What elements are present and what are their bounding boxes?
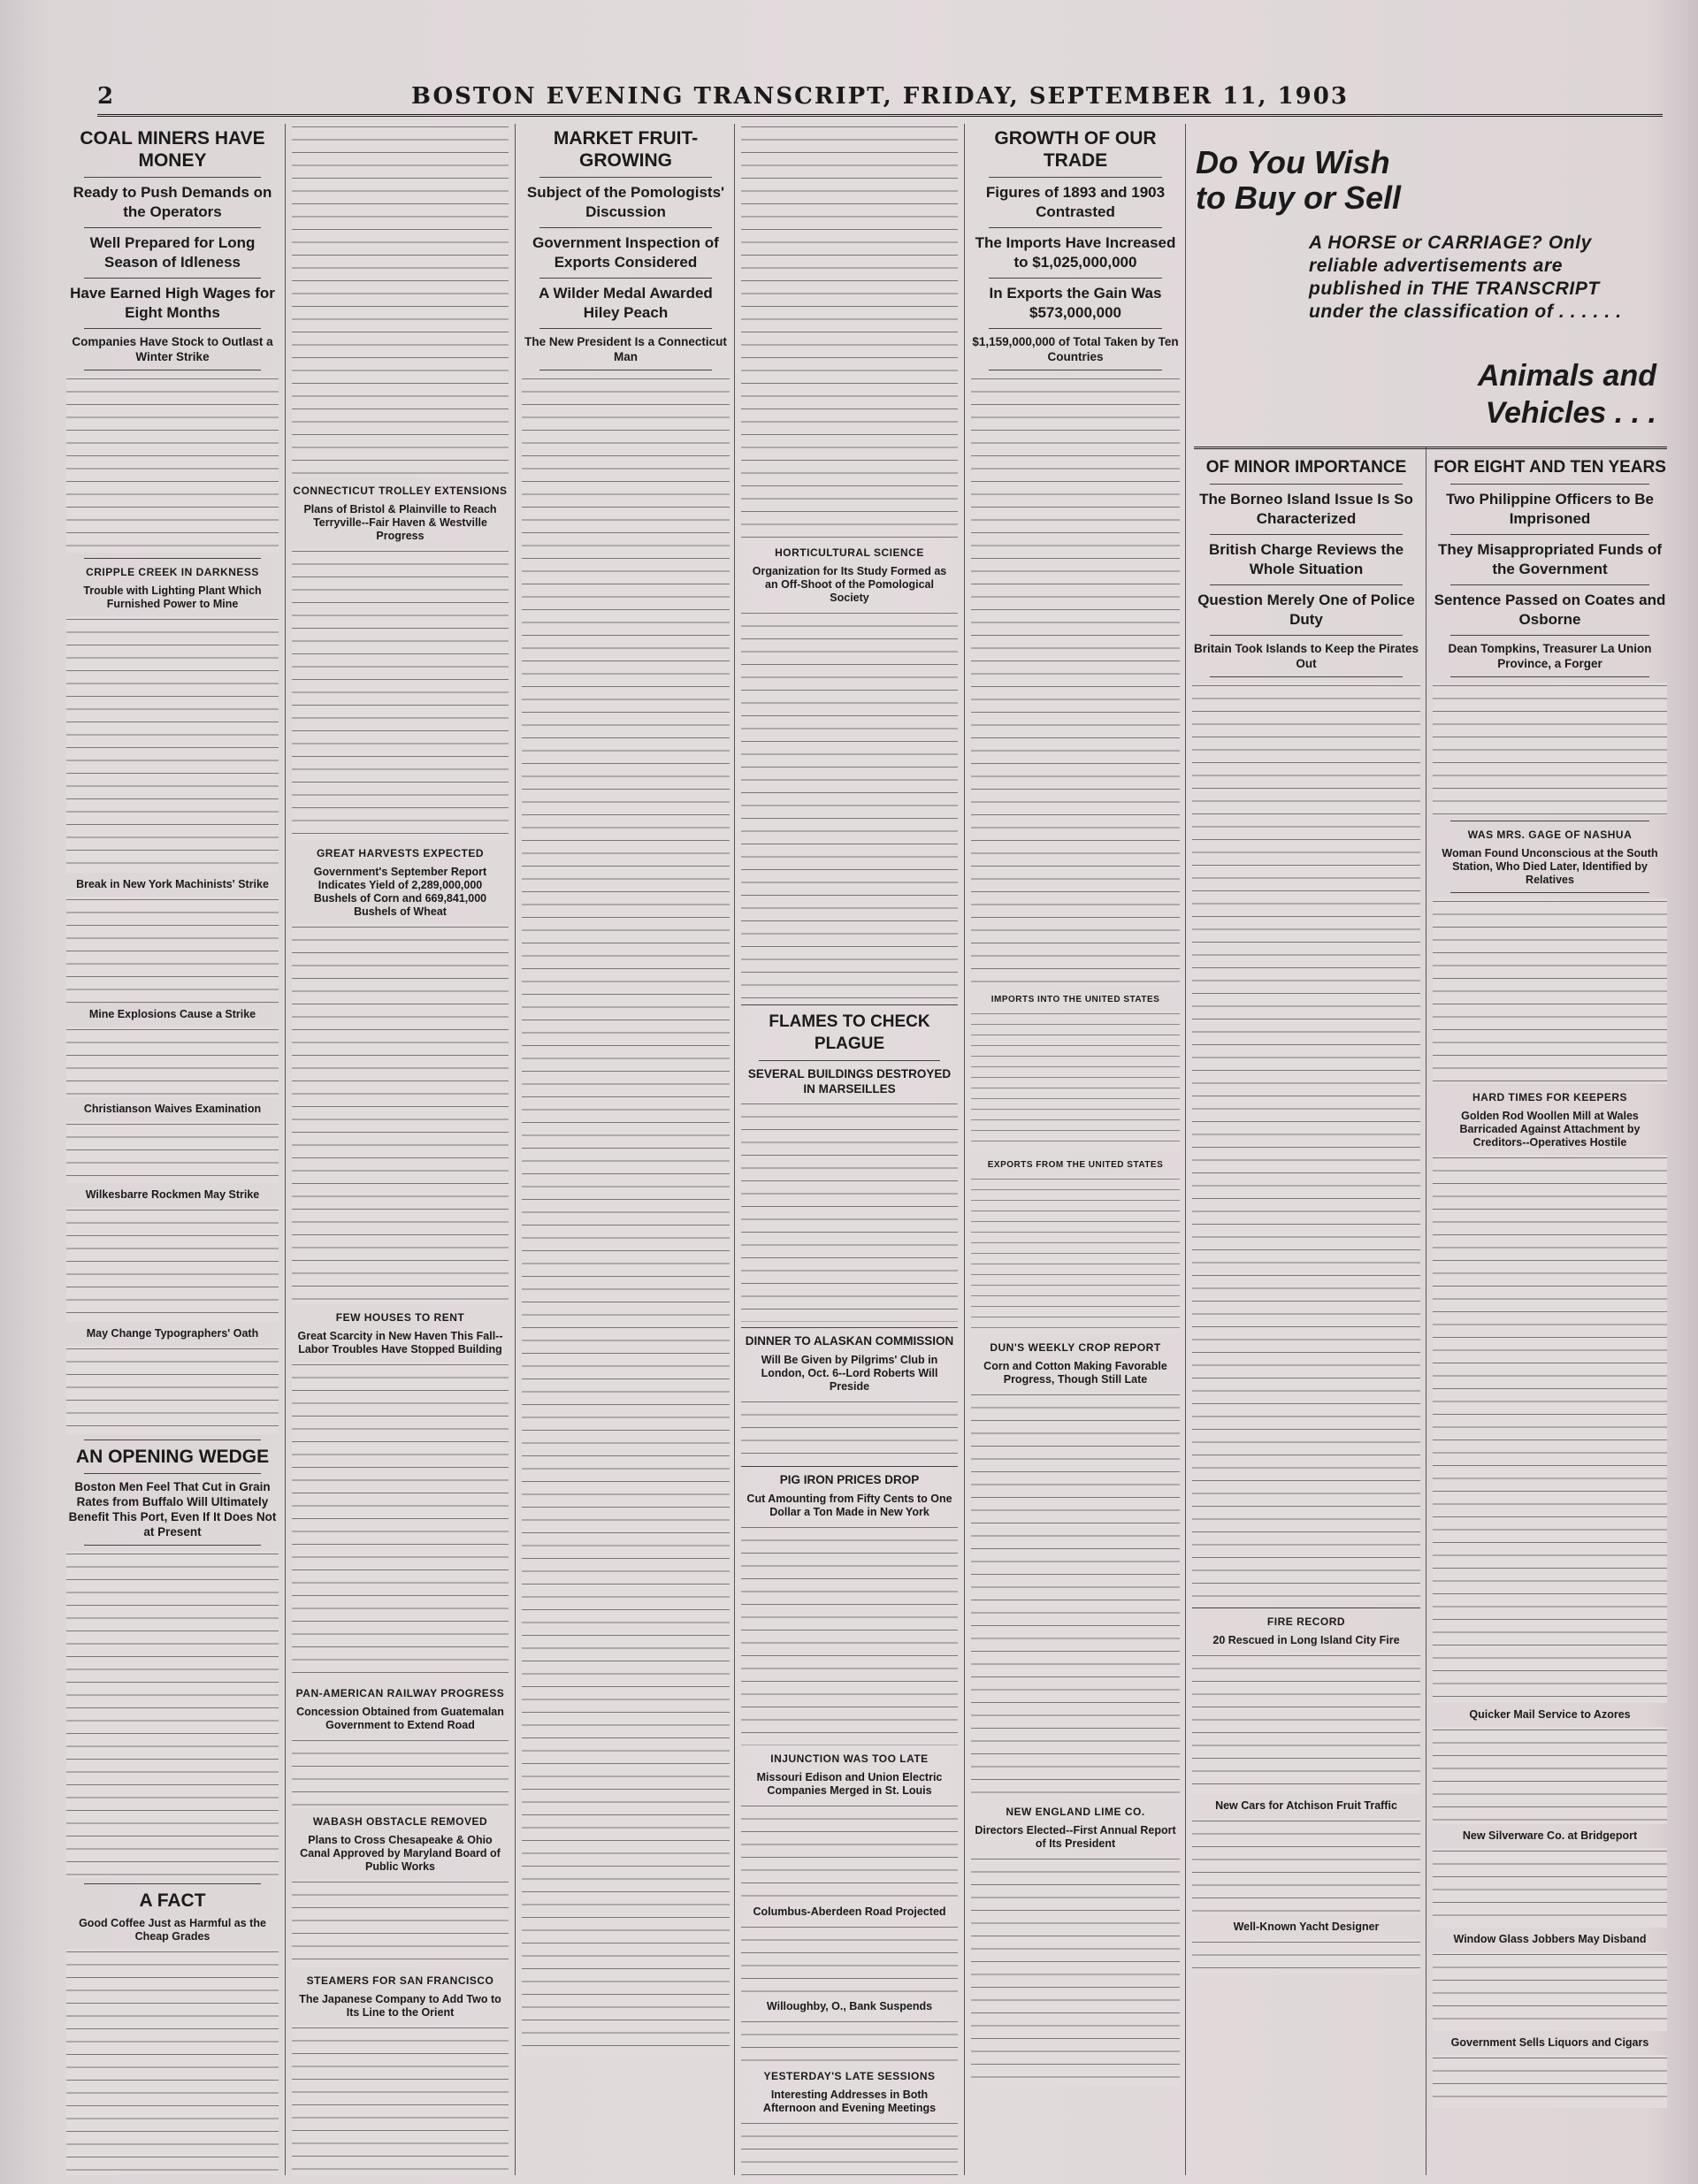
section-heading: Government Sells Liquors and Cigars — [1450, 2036, 1649, 2049]
section-heading: CONNECTICUT TROLLEY EXTENSIONS — [293, 485, 508, 497]
subheadline: A Wilder Medal Awarded Hiley Peach — [539, 285, 713, 321]
section-heading: Columbus-Aberdeen Road Projected — [753, 1905, 946, 1918]
column-fruit-growing — [522, 124, 730, 2175]
ad-border-rule — [1194, 447, 1667, 449]
subheadline: Government Inspection of Exports Considered — [532, 234, 719, 271]
headline: FLAMES TO CHECK PLAGUE — [769, 1012, 930, 1053]
section-heading: NEW ENGLAND LIME CO. — [1006, 1806, 1145, 1818]
column-trade-growth — [971, 124, 1180, 2175]
section-subheading: Plans to Cross Chesapeake & Ohio Canal Approved by Maryland Board of Public Works — [300, 1834, 501, 1873]
column-coal-miners — [66, 124, 279, 2175]
section-heading: Willoughby, O., Bank Suspends — [766, 2000, 933, 2012]
exports-table — [971, 1175, 1180, 1334]
column-rule — [964, 124, 965, 2175]
article-body — [66, 616, 279, 873]
section-subheading: The Japanese Company to Add Two to Its Line to the Orient — [299, 1993, 501, 2019]
section-heading: New Silverware Co. at Bridgeport — [1462, 1829, 1638, 1842]
ad-line: Animals and — [1477, 359, 1656, 393]
article-body — [1433, 1727, 1667, 1824]
article-body — [292, 1737, 509, 1808]
subheadline: Ready to Push Demands on the Operators — [73, 184, 272, 220]
article-body — [292, 1879, 509, 1967]
article-body — [66, 1121, 279, 1183]
subheadline: Have Earned High Wages for Eight Months — [70, 285, 275, 321]
section-heading: Wilkesbarre Rockmen May Strike — [85, 1188, 260, 1201]
subheadline: $1,159,000,000 of Total Taken by Ten Countries — [972, 335, 1179, 363]
table-title: IMPORTS INTO THE UNITED STATES — [990, 995, 1160, 1004]
subheadline: Sentence Passed on Coates and Osborne — [1434, 592, 1666, 628]
column-trolley-harvests — [292, 124, 509, 2175]
article-body — [66, 1207, 279, 1322]
section-heading: Christianson Waives Examination — [83, 1103, 262, 1115]
subheadline: British Charge Reviews the Whole Situation — [1208, 541, 1404, 577]
section-heading: YESTERDAY'S LATE SESSIONS — [763, 2070, 936, 2082]
subheadline: The Borneo Island Issue Is So Characterized — [1199, 491, 1413, 527]
section-subheading: Golden Rod Woollen Mill at Wales Barricaded Against Attachment by Creditors--Operatives Hostile — [1459, 1110, 1641, 1149]
article-body — [66, 897, 279, 1003]
section-heading: May Change Typographers' Oath — [86, 1327, 259, 1340]
article-body — [66, 1949, 279, 2175]
newspaper-title: BOSTON EVENING TRANSCRIPT, FRIDAY, SEPTEMBER 11, 1903 — [411, 83, 1349, 110]
article-body — [292, 2025, 509, 2175]
subheadline: In Exports the Gain Was $573,000,000 — [989, 285, 1162, 321]
section-subheading: Trouble with Lighting Plant Which Furnished Power to Mine — [83, 584, 262, 610]
article-body — [741, 1101, 958, 1322]
section-subheading: Directors Elected--First Annual Report of Its President — [975, 1824, 1176, 1850]
classified-advertisement — [1194, 124, 1667, 442]
article-body — [66, 1551, 279, 1878]
section-subheading: Cut Amounting from Fifty Cents to One Dollar a Ton Made in New York — [746, 1493, 952, 1518]
article-body — [971, 376, 1180, 986]
imports-table — [971, 1010, 1180, 1151]
column-horticulture-plague — [741, 124, 958, 2175]
article-body — [1433, 1848, 1667, 1928]
ad-line: to Buy or Sell — [1196, 179, 1402, 216]
article-body — [1433, 1155, 1667, 1703]
column-rule — [285, 124, 286, 2175]
subheadline: Two Philippine Officers to Be Imprisoned — [1446, 491, 1654, 527]
ad-body: A HORSE or CARRIAGE? Only reliable advertisements are published in THE TRANSCRIPT under the classification of . . . . . . — [1309, 233, 1622, 322]
ad-line: Do You Wish — [1196, 144, 1390, 180]
subheadline: Dean Tompkins, Treasurer La Union Province, a Forger — [1448, 642, 1652, 670]
subheadline: The New President Is a Connecticut Man — [524, 335, 727, 363]
column-rule — [1185, 124, 1186, 2175]
section-subheading: 20 Rescued in Long Island City Fire — [1212, 1634, 1400, 1646]
column-rule — [515, 124, 516, 2175]
article-body — [292, 124, 509, 477]
headline: COAL MINERS HAVE MONEY — [80, 128, 265, 171]
subheadline: Subject of the Pomologists' Discussion — [526, 184, 725, 220]
article-body — [1192, 1939, 1420, 1974]
headline: GROWTH OF OUR TRADE — [994, 128, 1157, 171]
article-body — [741, 610, 958, 999]
section-heading: Quicker Mail Service to Azores — [1469, 1708, 1631, 1721]
section-heading: Window Glass Jobbers May Disband — [1453, 1933, 1647, 1945]
article-body — [1433, 683, 1667, 815]
section-heading: HARD TIMES FOR KEEPERS — [1472, 1091, 1627, 1103]
column-rule — [734, 124, 735, 2175]
section-subheading: Interesting Addresses in Both Afternoon and Evening Meetings — [762, 2089, 937, 2114]
section-subheading: Great Scarcity in New Haven This Fall--Labor Troubles Have Stopped Building — [297, 1330, 503, 1355]
subheadline: Good Coffee Just as Harmful as the Cheap Grades — [79, 1917, 266, 1943]
section-heading: FIRE RECORD — [1266, 1615, 1346, 1628]
article-body — [66, 1346, 279, 1434]
section-heading: New Cars for Atchison Fruit Traffic — [1215, 1799, 1397, 1812]
section-heading: WABASH OBSTACLE REMOVED — [312, 1815, 488, 1828]
section-heading: Well-Known Yacht Designer — [1233, 1921, 1380, 1933]
section-subheading: Missouri Edison and Union Electric Companies Merged in St. Louis — [756, 1771, 943, 1797]
article-body — [522, 376, 730, 2056]
section-heading: FEW HOUSES TO RENT — [335, 1311, 465, 1324]
section-subheading: Woman Found Unconscious at the South Station, Who Died Later, Identified by Relatives — [1442, 847, 1658, 886]
article-body — [1192, 1818, 1420, 1915]
article-body — [971, 1856, 1180, 2086]
article-body — [1433, 898, 1667, 1084]
article-body — [741, 1524, 958, 1745]
headline: FOR EIGHT AND TEN YEARS — [1434, 458, 1666, 477]
column-minor-importance — [1192, 453, 1420, 2175]
headline: A FACT — [139, 1890, 206, 1911]
article-body — [971, 1392, 1180, 1798]
subheadline: Companies Have Stock to Outlast a Winter Strike — [72, 335, 273, 363]
article-body — [741, 1803, 958, 1900]
subheadline: SEVERAL BUILDINGS DESTROYED IN MARSEILLES — [747, 1067, 952, 1096]
section-subheading: Corn and Cotton Making Favorable Progress, Though Still Late — [983, 1360, 1167, 1386]
article-body — [1192, 1653, 1420, 1794]
headline: MARKET FRUIT-GROWING — [553, 128, 699, 171]
ad-line: Vehicles . . . — [1485, 396, 1656, 430]
section-subheading: Government's September Report Indicates Yield of 2,289,000,000 Bushels of Corn and 669,841,000 Bushels of Wheat — [313, 866, 487, 918]
subheadline: Figures of 1893 and 1903 Contrasted — [985, 184, 1166, 220]
section-subheading: Organization for Its Study Formed as an Off-Shoot of the Pomological Society — [752, 565, 947, 604]
table-title: EXPORTS FROM THE UNITED STATES — [987, 1160, 1164, 1170]
section-heading: Break in New York Machinists' Strike — [76, 878, 269, 890]
section-heading: HORTICULTURAL SCIENCE — [775, 546, 924, 559]
section-heading: PAN-AMERICAN RAILWAY PROGRESS — [295, 1687, 505, 1699]
article-body — [741, 2120, 958, 2175]
article-body — [1192, 683, 1420, 1602]
subheadline: Boston Men Feel That Cut in Grain Rates from Buffalo Will Ultimately Benefit This Port, Even If It Does Not at Present — [68, 1480, 277, 1539]
article-body — [292, 548, 509, 840]
article-body — [741, 2019, 958, 2063]
section-heading: Mine Explosions Cause a Strike — [88, 1008, 256, 1020]
subheadline: Well Prepared for Long Season of Idleness — [89, 234, 256, 271]
section-subheading: Will Be Given by Pilgrims' Club in London, Oct. 6--Lord Roberts Will Preside — [761, 1354, 938, 1393]
section-heading: INJUNCTION WAS TOO LATE — [770, 1753, 929, 1765]
section-heading: STEAMERS FOR SAN FRANCISCO — [306, 1974, 494, 1987]
article-body — [292, 924, 509, 1304]
article-body — [1433, 1951, 1667, 2031]
section-heading: WAS MRS. GAGE OF NASHUA — [1467, 829, 1633, 841]
article-body — [741, 124, 958, 539]
headline: PIG IRON PRICES DROP — [779, 1473, 920, 1486]
headline: DINNER TO ALASKAN COMMISSION — [745, 1334, 954, 1348]
subheadline: Question Merely One of Police Duty — [1197, 592, 1415, 628]
subheadline: They Misappropriated Funds of the Government — [1437, 541, 1663, 577]
section-subheading: Plans of Bristol & Plainville to Reach Terryville--Fair Haven & Westville Progress — [303, 503, 497, 542]
article-body — [292, 1362, 509, 1680]
article-body — [741, 1399, 958, 1461]
page-number: 2 — [97, 83, 114, 110]
section-heading: CRIPPLE CREEK IN DARKNESS — [86, 566, 259, 578]
section-heading: GREAT HARVESTS EXPECTED — [316, 847, 485, 859]
subheadline: Britain Took Islands to Keep the Pirates Out — [1193, 642, 1419, 670]
article-body — [66, 376, 279, 553]
section-subheading: Concession Obtained from Guatemalan Government to Extend Road — [296, 1706, 504, 1731]
article-body — [1433, 2055, 1667, 2108]
section-heading: DUN'S WEEKLY CROP REPORT — [990, 1341, 1161, 1354]
headline: OF MINOR IMPORTANCE — [1205, 458, 1407, 477]
column-philippine-officers — [1433, 453, 1667, 2175]
article-body — [66, 1027, 279, 1097]
article-body — [741, 1924, 958, 1995]
masthead — [97, 81, 1663, 117]
subheadline: The Imports Have Increased to $1,025,000,000 — [975, 234, 1176, 271]
headline: AN OPENING WEDGE — [75, 1447, 270, 1467]
